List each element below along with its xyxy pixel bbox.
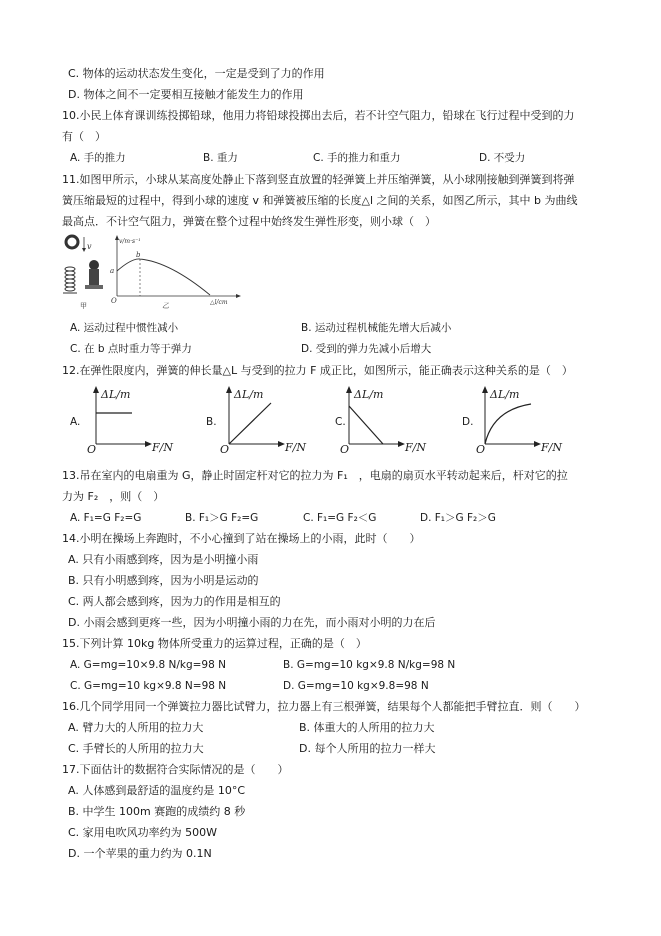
q17-stem: 17.下面估计的数据符合实际情况的是（ ） — [62, 763, 289, 776]
q14-option-b: B. 只有小明感到疼，因为小明是运动的 — [68, 574, 259, 587]
q10-stem-line2: 有（ ） — [62, 130, 106, 143]
q10-option-c: C. 手的推力和重力 — [313, 152, 401, 164]
q11-option-c: C. 在 b 点时重力等于弹力 — [70, 343, 192, 355]
q11-fig-ylabel: v/m·s⁻¹ — [119, 238, 141, 245]
q14-stem: 14.小明在操场上奔跑时，不小心撞到了站在操场上的小雨，此时（ ） — [62, 532, 421, 545]
q15-stem: 15.下列计算 10kg 物体所受重力的运算过程，正确的是（ ） — [62, 637, 367, 650]
q12-graph-a-label: A. — [70, 416, 81, 428]
q12-graph-a-ylabel: ΔL/m — [101, 388, 131, 401]
q11-stem-line1: 11.如图甲所示，小球从某高度处静止下落到竖直放置的轻弹簧上并压缩弹簧，从小球刚接触到弹簧到将弹 — [62, 173, 575, 186]
q10-stem-line1: 10.小民上体育课训练投掷铅球，他用力将铅球投掷出去后，若不计空气阻力，铅球在飞行过程中受到的力 — [62, 109, 575, 122]
q12-graph-b-xlabel: F/N — [285, 441, 306, 454]
q10-option-d: D. 不受力 — [479, 152, 526, 164]
q14-option-c: C. 两人都会感到疼，因为力的作用是相互的 — [68, 595, 281, 608]
q11-fig-o: O — [111, 297, 117, 305]
q11-fig-a: a — [110, 267, 115, 275]
q15-option-b: B. G=mg=10 kg×9.8 N/kg=98 N — [283, 659, 456, 671]
q12-graph-c — [339, 384, 447, 456]
q13-option-d: D. F₁＞G F₂＞G — [420, 512, 496, 524]
q11-stem-line3: 最高点．不计空气阻力，弹簧在整个过程中始终发生弹性形变，则小球（ ） — [62, 215, 436, 228]
q12-graph-a — [86, 384, 194, 456]
q12-graph-a-origin: O — [87, 443, 97, 456]
q12-graph-c-ylabel: ΔL/m — [354, 388, 384, 401]
q13-option-b: B. F₁＞G F₂=G — [185, 512, 259, 524]
q12-graph-d-ylabel: ΔL/m — [490, 388, 520, 401]
q12-graph-c-label: C. — [335, 416, 346, 428]
q12-graph-c-xlabel: F/N — [405, 441, 426, 454]
q13-stem-line1: 13.吊在室内的电扇重为 G，静止时固定杆对它的拉力为 F₁ ，电扇的扇页水平转动起来后，杆对它的拉 — [62, 469, 568, 482]
q16-option-d: D. 每个人所用的拉力一样大 — [299, 742, 436, 755]
q12-graph-d-xlabel: F/N — [541, 441, 562, 454]
q11-figure — [60, 232, 250, 312]
q13-stem-line2: 力为 F₂ ，则（ ） — [62, 490, 165, 503]
q12-stem: 12.在弹性限度内，弹簧的伸长量△L 与受到的拉力 F 成正比，如图所示，能正确表示这种关系的是（ ） — [62, 364, 573, 377]
q10-option-b: B. 重力 — [203, 152, 238, 164]
q12-graph-d-label: D. — [462, 416, 474, 428]
q11-option-d: D. 受到的弹力先减小后增大 — [301, 343, 432, 355]
q12-graph-c-origin: O — [340, 443, 350, 456]
q11-option-b: B. 运动过程机械能先增大后减小 — [301, 322, 452, 334]
q12-graph-a-xlabel: F/N — [152, 441, 173, 454]
q12-graph-b-origin: O — [220, 443, 230, 456]
q14-option-d: D. 小雨会感到更疼一些，因为小明撞小雨的力在先，而小雨对小明的力在后 — [68, 616, 436, 629]
q12-graph-b-ylabel: ΔL/m — [234, 388, 264, 401]
q16-stem: 16.几个同学用同一个弹簧拉力器比试臂力，拉力器上有三根弹簧，结果每个人都能把手臂拉直．则（ ） — [62, 700, 586, 713]
q11-option-a: A. 运动过程中惯性减小 — [70, 322, 179, 334]
q10-option-a: A. 手的推力 — [70, 152, 126, 164]
q16-option-b: B. 体重大的人所用的拉力大 — [299, 721, 435, 734]
q15-option-a: A. G=mg=10×9.8 N/kg=98 N — [70, 659, 226, 671]
q11-fig-v: v — [87, 242, 92, 251]
q17-option-d: D. 一个苹果的重力约为 0.1N — [68, 847, 212, 860]
q12-graph-b-label: B. — [206, 416, 217, 428]
q11-stem-line2: 簧压缩最短的过程中，得到小球的速度 v 和弹簧被压缩的长度△l 之间的关系，如图乙所示，其中 b 为曲线 — [62, 194, 578, 207]
q15-option-d: D. G=mg=10 kg×9.8=98 N — [283, 680, 429, 692]
q11-fig-b: b — [136, 251, 141, 259]
q11-fig-xlabel: △l/cm — [210, 299, 228, 306]
q16-option-c: C. 手臂长的人所用的拉力大 — [68, 742, 204, 755]
q9-option-c: C. 物体的运动状态发生变化，一定是受到了力的作用 — [68, 67, 325, 80]
spring-icon — [63, 267, 77, 293]
q12-graph-b — [219, 384, 327, 456]
q14-option-a: A. 只有小雨感到疼，因为是小明撞小雨 — [68, 553, 259, 566]
q16-option-a: A. 臂力大的人所用的拉力大 — [68, 721, 204, 734]
q12-graph-d-origin: O — [476, 443, 486, 456]
q17-option-c: C. 家用电吹风功率约为 500W — [68, 826, 218, 839]
q9-option-d: D. 物体之间不一定要相互接触才能发生力的作用 — [68, 88, 304, 101]
q13-option-c: C. F₁=G F₂＜G — [303, 512, 377, 524]
q13-option-a: A. F₁=G F₂=G — [70, 512, 142, 524]
ball-icon — [66, 236, 78, 248]
q11-fig-jia: 甲 — [80, 302, 87, 310]
q15-option-c: C. G=mg=10 kg×9.8 N=98 N — [70, 680, 227, 692]
q17-option-b: B. 中学生 100m 赛跑的成绩约 8 秒 — [68, 805, 246, 818]
q17-option-a: A. 人体感到最舒适的温度约是 10°C — [68, 784, 245, 797]
q11-fig-yi: 乙 — [162, 302, 169, 310]
q12-graph-d — [475, 384, 583, 456]
